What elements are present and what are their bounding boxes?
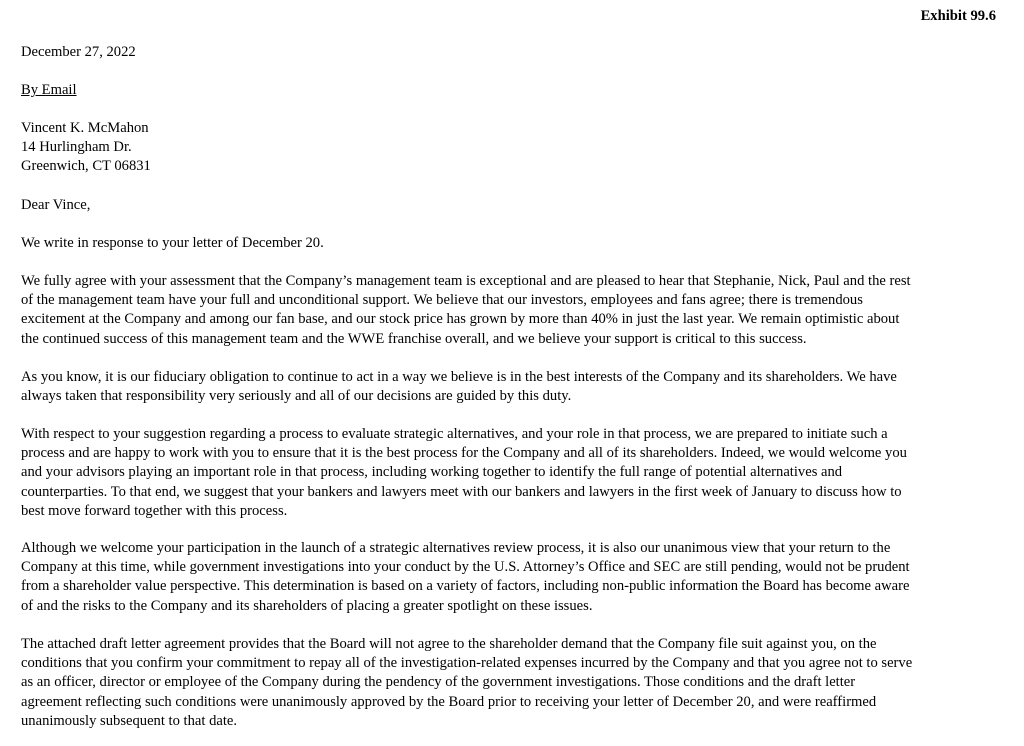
paragraph-line: best move forward together with this process. [21,502,288,519]
paragraph-line: unanimously subsequent to that date. [21,712,238,729]
address-line: Greenwich, CT 06831 [21,158,151,175]
paragraph-line: counterparties. To that end, we suggest that your bankers and lawyers meet with our bankers and lawyers in the first week of January to discuss how to [21,483,902,500]
paragraph-2 [21,272,996,349]
paragraph-line: and your advisors playing an important role in that process, including working together to identify the full range of potential alternatives and [21,464,843,481]
paragraph-line: the continued success of this management team and the WWE franchise overall, and we believe your support is critical to this success. [21,330,807,347]
paragraph-5 [21,539,996,616]
delivery-method-text: By Email [21,82,77,98]
paragraph-line: agreement reflecting such conditions were unanimously approved by the Board prior to receiving your letter of December 20, and were reaffirmed [21,693,877,710]
paragraph-line: Company at this time, while government investigations into your conduct by the U.S. Attorney’s Office and SEC are still pending, would not be prudent [21,559,910,576]
paragraph-line: from a shareholder value perspective. This determination is based on a variety of factors, including non-public information the Board has become aware [21,578,910,595]
salutation: Dear Vince, [21,197,91,213]
paragraph-line: always taken that responsibility very seriously and all of our decisions are guided by this duty. [21,388,572,405]
delivery-method [21,81,996,100]
paragraph-6 [21,635,996,731]
paragraph-line: We fully agree with your assessment that the Company’s management team is exceptional and are pleased to hear that Stephanie, Nick, Paul and the rest [21,273,911,289]
paragraph-line: As you know, it is our fiduciary obligation to continue to act in a way we believe is in the best interests of the Company and its shareholders. We have [21,369,897,385]
paragraph-line: Although we welcome your participation in the launch of a strategic alternatives review process, it is also our unanimous view that your return to the [21,540,891,556]
address-line: 14 Hurlingham Dr. [21,139,132,156]
paragraph-line: as an officer, director or employee of the Company during the pendency of the government investigations. Those conditions and the draft letter [21,674,856,691]
letter-date: December 27, 2022 [21,44,136,60]
paragraph-line: process and are happy to work with you to ensure that it is the best process for the Company and all of its shareholders. Indeed, we would welcome you [21,445,907,462]
paragraph-line: We write in response to your letter of December 20. [21,235,324,251]
address-line: Vincent K. McMahon [21,120,149,136]
paragraph-line: excitement at the Company and among our fan base, and our stock price has grown by more than 40% in just the last year. We remain optimistic about [21,311,900,328]
paragraph-line: The attached draft letter agreement provides that the Board will not agree to the shareholder demand that the Company file suit against you, on the [21,636,877,652]
paragraph-line: With respect to your suggestion regarding a process to evaluate strategic alternatives, and your role in that process, we are prepared to initiate such a [21,426,888,442]
paragraph-line: conditions that you confirm your commitment to repay all of the investigation-related expenses incurred by the Company and that you agree not to serve [21,655,913,672]
paragraph-1 [21,234,996,253]
exhibit-label: Exhibit 99.6 [920,8,996,24]
recipient-address [21,119,996,177]
paragraph-4 [21,425,996,521]
paragraph-line: of the management team have your full and unconditional support. We believe that our investors, employees and fans agree; there is tremendous [21,292,863,309]
paragraph-line: of and the risks to the Company and its shareholders of placing a greater spotlight on these issues. [21,597,593,614]
paragraph-3 [21,368,996,406]
